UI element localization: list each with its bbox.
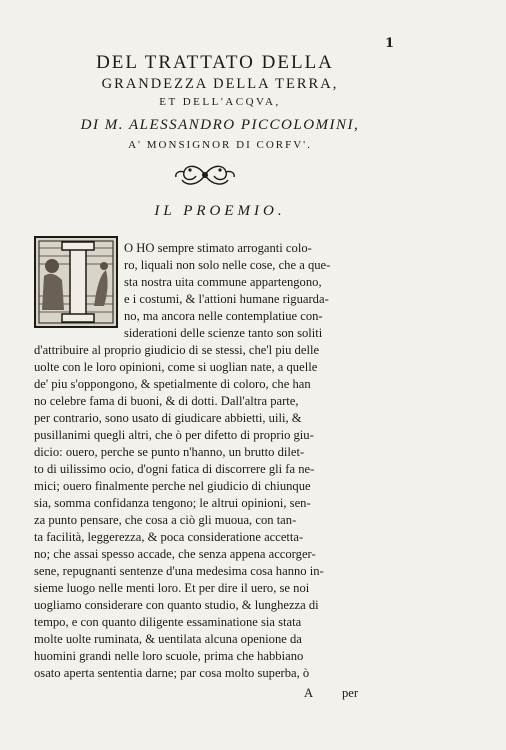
body-line: no; che assai spesso accade, che senza appena accorger-	[34, 547, 316, 561]
body-line: sta nostra uita commune appartengono,	[124, 275, 322, 289]
body-line: pusillanimi quegli altri, che ò per difetto di proprio giu-	[34, 428, 314, 442]
title-line-1: DEL TRATTATO DELLA	[96, 52, 334, 73]
title-line-3: ET DELL'ACQVA,	[159, 96, 281, 108]
body-line: tempo, e con quanto diligente essaminatione sia stata	[34, 615, 302, 629]
folio-number: 1	[384, 36, 394, 51]
body-line: O HO sempre stimato arroganti colo-	[124, 241, 312, 255]
author-line: DI M. ALESSANDRO PICCOLOMINI,	[80, 117, 360, 133]
body-line: no, ma ancora nelle contemplatiue con-	[124, 309, 323, 323]
section-title: IL PROEMIO.	[154, 203, 286, 219]
body-line: huomini grandi nelle loro scuole, prima che habbiano	[34, 649, 304, 663]
dedication-line: A' MONSIGNOR DI CORFV'.	[128, 139, 312, 151]
decorated-initial-i-icon	[34, 236, 118, 328]
body-line: e i costumi, & l'attioni humane riguarda-	[124, 292, 329, 306]
body-line: sene, repugnanti sentenze d'una medesima cosa hanno in-	[34, 564, 324, 578]
catchword: per	[342, 686, 359, 700]
body-line: uogliamo considerare con quanto studio, & lunghezza di	[34, 598, 319, 612]
signature-mark: A	[304, 686, 314, 700]
body-line: sieme luogo nelle menti loro. Et per dire il uero, se noi	[34, 581, 310, 595]
floral-ornament-icon	[172, 160, 238, 190]
body-line: siderationi delle scienze tanto son soliti	[124, 326, 323, 340]
body-line: per contrario, sono usato di giudicare abbietti, uili, &	[34, 411, 302, 425]
body-line: uolte con le loro opinioni, come si uoglian nate, a quelle	[34, 360, 318, 374]
body-line: za punto pensare, che cosa a ciò gli muoua, con tan-	[34, 513, 297, 527]
body-line: osato aperta sententia darne; par cosa molto superba, ò	[34, 666, 310, 680]
body-line: mici; ouero finalmente perche nel giudicio di chiunque	[34, 479, 311, 493]
body-line: dicio: ouero, perche se punto n'hanno, un brutto dilet-	[34, 445, 305, 459]
body-line: ta facilità, leggerezza, & poca consideratione accetta-	[34, 530, 304, 544]
title-line-2: GRANDEZZA DELLA TERRA,	[101, 76, 339, 92]
body-line: de' piu s'oppongono, & spetialmente di coloro, che han	[34, 377, 311, 391]
body-line: ro, liquali non solo nelle cose, che a que-	[124, 258, 331, 272]
body-line: sia, somma confidanza tengono; le altrui opinioni, sen-	[34, 496, 311, 510]
body-line: to di uilissimo ocio, d'ogni fatica di discorrere gli fa ne-	[34, 462, 315, 476]
body-line: molte uolte ruminata, & uentilata alcuna openione da	[34, 632, 302, 646]
body-line: d'attribuire al proprio giudicio di se stessi, che'l piu delle	[34, 343, 320, 357]
body-line: no celebre fama di buoni, & di dotti. Dall'altra parte,	[34, 394, 299, 408]
